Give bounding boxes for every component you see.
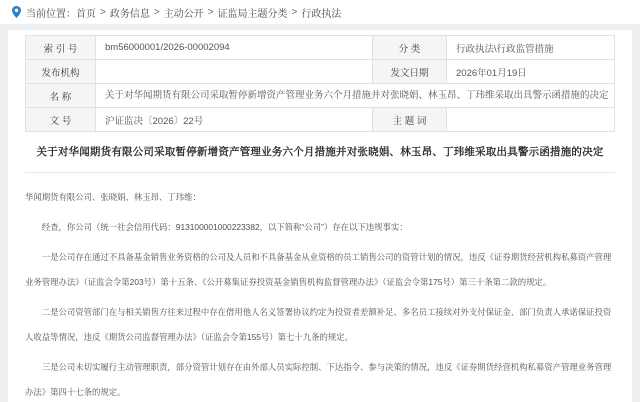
- table-row: [26, 84, 615, 108]
- breadcrumb: [0, 0, 640, 24]
- doc-number-value: 沪证监决〔2026〕22号: [96, 108, 373, 132]
- table-row: [26, 60, 615, 84]
- breadcrumb-item-proactive-disclosure[interactable]: 主动公开: [163, 8, 204, 20]
- breadcrumb-prefix: 当前位置：: [26, 8, 76, 20]
- issue-date-label: 发文日期: [373, 60, 447, 84]
- doc-number-label: 文 号: [26, 108, 96, 132]
- breadcrumb-item-gov-info[interactable]: 政务信息: [109, 8, 150, 20]
- breadcrumb-item-current: 行政执法: [301, 8, 342, 20]
- paragraph-violation-1: 一是公司存在通过不具备基金销售业务资格的公司及人员和不具备基金从业资格的员工销售公司的资管计划的情况，违反《证券期货经营机构私募资产管理业务管理办法》（证监会令第203号）第十五条、《公开募集证券投资基金销售机构监督管理办法》（证监会令第175号）第三十条第二款的规定。: [25, 252, 612, 287]
- issuing-agency-label: 发布机构: [26, 60, 96, 84]
- name-label: 名 称: [26, 84, 96, 108]
- document-body: [25, 185, 615, 402]
- content-card: [8, 30, 632, 402]
- index-number-label: 索 引 号: [26, 36, 96, 60]
- issuing-agency-value: [96, 60, 373, 84]
- page-title: 关于对华闻期货有限公司采取暂停新增资产管理业务六个月措施并对张晓娟、林玉昂、丁玮维采取出具警示函措施的决定: [36, 146, 604, 158]
- breadcrumb-separator: >: [207, 6, 214, 18]
- paragraph-violation-2: 二是公司资管部门在与相关销售方往来过程中存在借用他人名义签署协议约定为投资者差额补足、多名员工接续对外支付保证金、部门负责人承诺保证投资人收益等情况，违反《期货公司监督管理办法》（证监会令第155号）第七十九条的规定。: [25, 307, 612, 342]
- recipients-line: 华闻期货有限公司、张晓娟、林玉昂、丁玮维：: [25, 192, 201, 202]
- table-row: [26, 36, 615, 60]
- breadcrumb-separator: >: [153, 6, 160, 18]
- paragraph-intro: 经查，你公司（统一社会信用代码：913100001000223382，以下简称“公司”）存在以下违规事实：: [41, 222, 408, 232]
- title-divider: [25, 172, 615, 173]
- breadcrumb-item-home[interactable]: 首页: [76, 8, 96, 20]
- index-number-value: bm56000001/2026-00002094: [96, 36, 373, 60]
- breadcrumb-item-bureau-topics[interactable]: 证监局主题分类: [217, 8, 288, 20]
- category-value: 行政执法\行政监管措施: [447, 36, 615, 60]
- subject-words-label: 主 题 词: [373, 108, 447, 132]
- issue-date-value: 2026年01月19日: [447, 60, 615, 84]
- table-row: [26, 108, 615, 132]
- paragraph-violation-3: 三是公司未切实履行主动管理职责，部分资管计划存在由外部人员实际控制、下达指令、参与决策的情况，违反《证券期货经营机构私募资产管理业务管理办法》第四十七条的规定。: [25, 362, 612, 397]
- breadcrumb-separator: >: [291, 6, 298, 18]
- map-pin-icon: [12, 6, 21, 18]
- document-meta-table: [25, 35, 615, 132]
- subject-words-value: [447, 108, 615, 132]
- category-label: 分 类: [373, 36, 447, 60]
- breadcrumb-separator: >: [100, 6, 106, 18]
- name-value: 关于对华闻期货有限公司采取暂停新增资产管理业务六个月措施并对张晓娟、林玉昂、丁玮维采取出具警示函措施的决定: [96, 84, 615, 108]
